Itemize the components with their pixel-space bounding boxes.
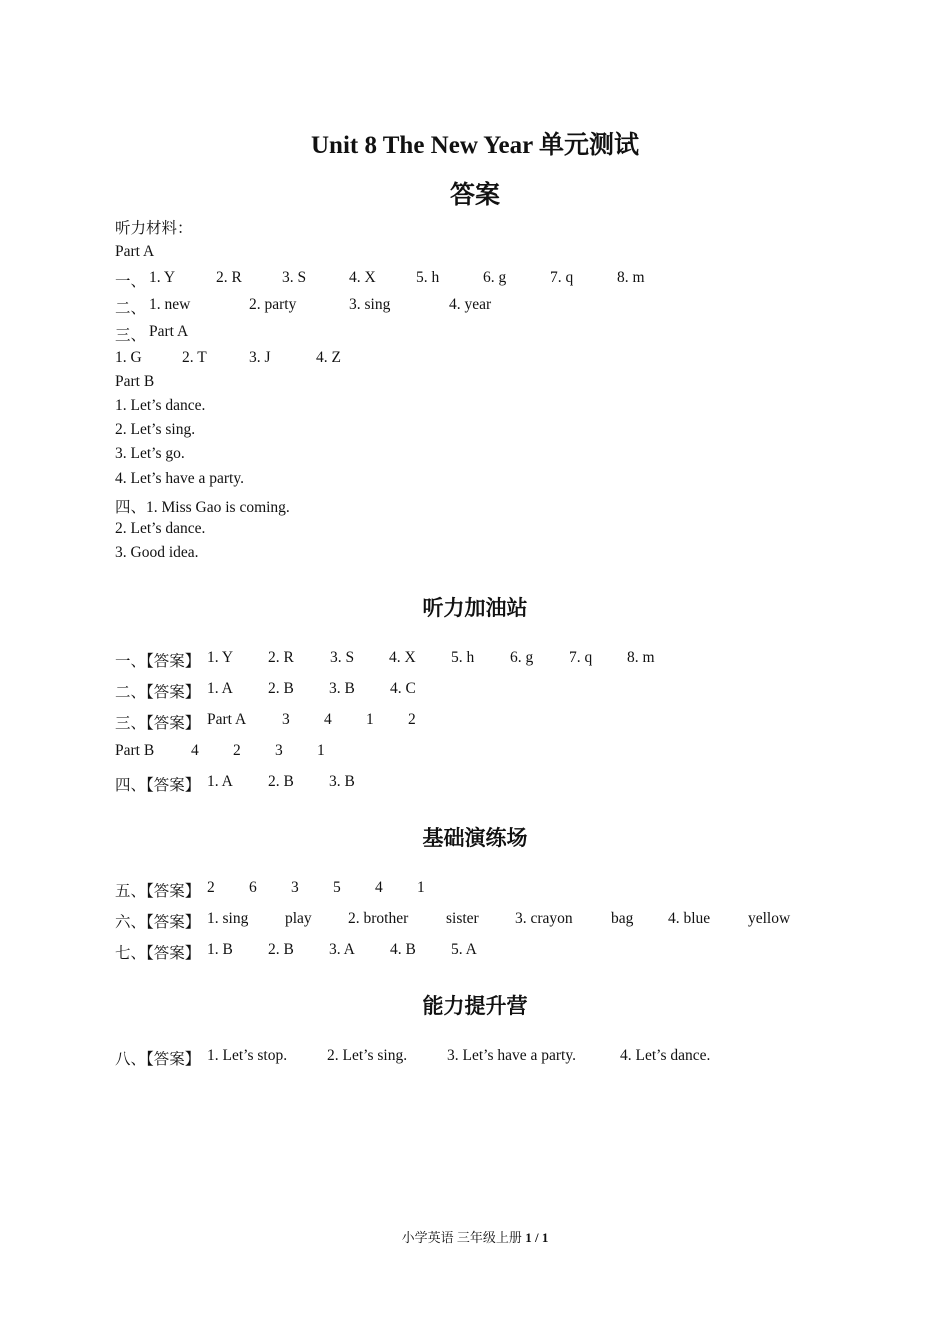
answer-item: yellow	[748, 910, 791, 927]
answer-item: 5	[333, 879, 341, 896]
answer-item: 1. Let’s stop.	[207, 1047, 288, 1064]
q2-item: 3. sing	[349, 296, 391, 313]
answer-item: 2	[207, 879, 215, 896]
page-title: Unit 8 The New Year 单元测试	[310, 132, 639, 159]
q1-item: 7. q	[550, 269, 574, 286]
answer-item: 4. Let’s dance.	[620, 1047, 711, 1064]
section-title-basics: 基础演练场	[422, 826, 528, 850]
answer-item: 8. m	[627, 649, 655, 666]
q4-line: 2. Let’s dance.	[115, 520, 206, 537]
answer-item: 3	[291, 879, 299, 896]
q1-item: 2. R	[216, 269, 242, 286]
answer-item: 1. A	[207, 680, 233, 697]
answer-item: 2	[233, 742, 241, 759]
answer-item: 3. Let’s have a party.	[447, 1047, 576, 1064]
page-subtitle: 答案	[449, 182, 500, 209]
q1-item: 3. S	[282, 269, 307, 286]
answer-item: 2. brother	[348, 910, 409, 927]
answer-item: Part A	[207, 711, 247, 728]
answer-item: 1	[417, 879, 425, 896]
q2-item: 1. new	[149, 296, 191, 313]
q4-line: 3. Good idea.	[115, 544, 199, 561]
answer-item: 1. sing	[207, 910, 249, 927]
answer-prefix: 四、【答案】	[115, 777, 201, 794]
answer-item: bag	[611, 910, 634, 927]
q1-item: 6. g	[483, 269, 507, 286]
answer-item: 4. B	[390, 941, 416, 958]
listening-q4: 四、1. Miss Gao is coming.	[115, 499, 290, 516]
answer-prefix: 六、【答案】	[115, 914, 201, 931]
q1-item: 1. Y	[149, 269, 176, 286]
q3-item: 3. J	[249, 349, 271, 366]
answer-item: 1	[317, 742, 325, 759]
q3-title: Part A	[149, 323, 189, 340]
answer-prefix: 八、【答案】	[115, 1051, 201, 1068]
q3-item: 1. G	[115, 349, 142, 366]
answer-item: 1. B	[207, 941, 233, 958]
q3-item: 2. T	[182, 349, 207, 366]
answer-item: play	[285, 910, 312, 927]
listening-label: 听力材料：	[115, 220, 193, 237]
part-b-label: Part B	[115, 373, 155, 390]
answer-item: 2. B	[268, 941, 294, 958]
answer-item: 2. Let’s sing.	[327, 1047, 408, 1064]
answer-item: 7. q	[569, 649, 593, 666]
answer-item: 1. Y	[207, 649, 234, 666]
q1-item: 8. m	[617, 269, 645, 286]
page-total: 1	[541, 1230, 549, 1245]
answer-item: 1. A	[207, 773, 233, 790]
answer-prefix: 七、【答案】	[115, 945, 201, 962]
answer-prefix: 五、【答案】	[115, 883, 201, 900]
footer-text: 小学英语 三年级上册	[401, 1230, 526, 1245]
answer-item: 2. B	[268, 773, 294, 790]
answer-item: 4	[324, 711, 332, 728]
answer-item: 4. C	[390, 680, 416, 697]
answer-item: sister	[446, 910, 479, 927]
answer-item: 4. X	[389, 649, 416, 666]
q2-item: 4. year	[449, 296, 492, 313]
answer-item: 4	[191, 742, 199, 759]
answer-item: 3. B	[329, 773, 355, 790]
answer-item: 4	[375, 879, 383, 896]
part-b-line: 2. Let’s sing.	[115, 421, 196, 438]
answer-item: 3	[282, 711, 290, 728]
part-b-line: 4. Let’s have a party.	[115, 470, 244, 487]
q2-item: 2. party	[249, 296, 297, 313]
answer-item: 2. R	[268, 649, 294, 666]
answer-item: 1	[366, 711, 374, 728]
q1-item: 5. h	[416, 269, 440, 286]
answer-item: 2	[408, 711, 416, 728]
answer-item: 3. S	[330, 649, 355, 666]
page-footer	[0, 1227, 950, 1246]
q1-item: 4. X	[349, 269, 376, 286]
section-title-advanced: 能力提升营	[422, 994, 528, 1018]
page-number: 1	[525, 1230, 532, 1245]
answer-prefix: 二、【答案】	[115, 684, 201, 701]
answer-item: 3. crayon	[515, 910, 573, 927]
answer-item: 3	[275, 742, 283, 759]
section-title-listening: 听力加油站	[422, 596, 528, 620]
answer-item: 6	[249, 879, 257, 896]
part-b-line: 3. Let’s go.	[115, 445, 185, 462]
q3-prefix: 三、	[115, 327, 147, 344]
answer-item: 3. A	[329, 941, 355, 958]
answer-item: 2. B	[268, 680, 294, 697]
answer-prefix: 三、【答案】	[115, 715, 201, 732]
q2-prefix: 二、	[115, 300, 147, 317]
answer-item: 3. B	[329, 680, 355, 697]
answer-item: 5. h	[451, 649, 475, 666]
answer-prefix: 一、【答案】	[115, 653, 201, 670]
q1-prefix: 一、	[115, 273, 147, 290]
answer-item: 4. blue	[668, 910, 711, 927]
part-b-line: 1. Let’s dance.	[115, 397, 206, 414]
answer-item: Part B	[115, 742, 155, 759]
page-separator: /	[531, 1230, 542, 1245]
answer-item: 5. A	[451, 941, 477, 958]
part-a-label: Part A	[115, 243, 155, 260]
answer-item: 6. g	[510, 649, 534, 666]
q3-item: 4. Z	[316, 349, 341, 366]
